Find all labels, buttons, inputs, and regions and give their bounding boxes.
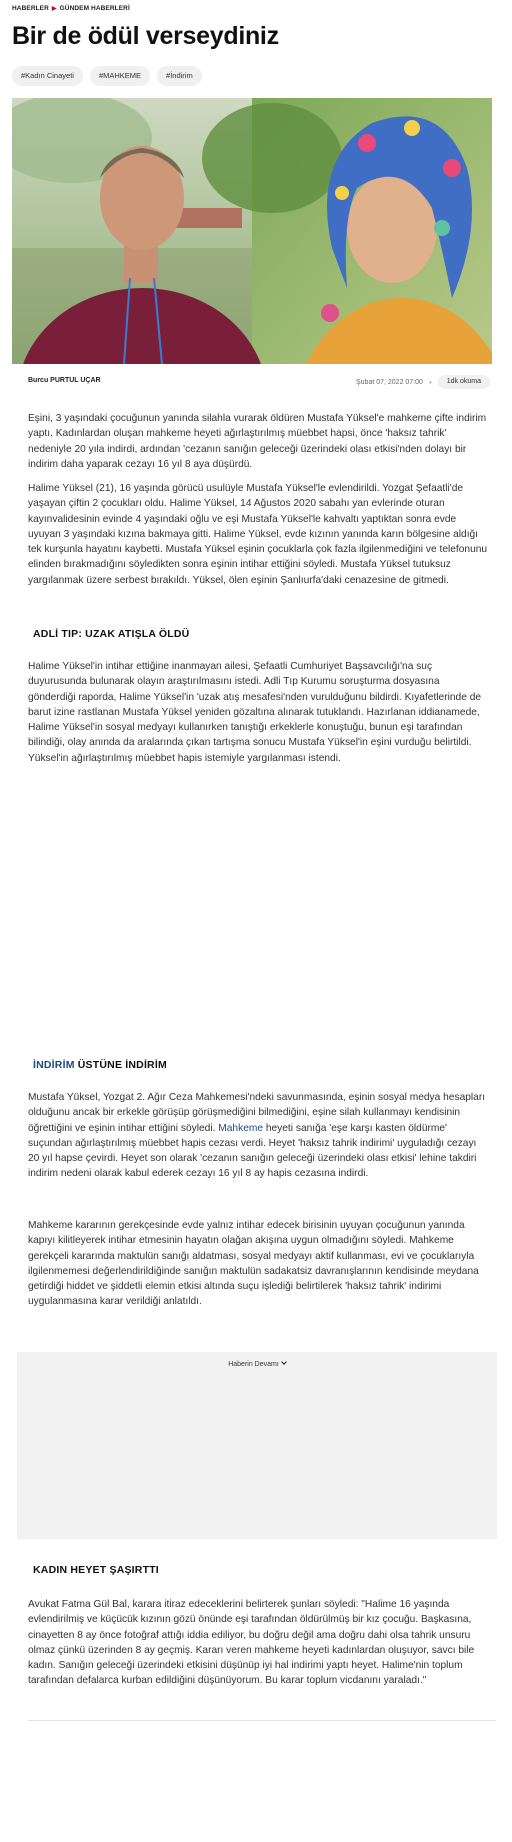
p4-part-a: Mustafa Yüksel, Yozgat 2. Ağır Ceza Mahkemesi'ndeki savunmasında, eşinin sosyal medya hesapları olduğunu ancak bir erkekle görüşüp görüşmediğini bilmediğini, eşine silah kullanmayı kendisinin öğrettiğini ve eşinin intihar ettiğini söyledi. bbox=[28, 1092, 486, 1134]
dot-separator: • bbox=[428, 377, 432, 387]
article-hero-image bbox=[12, 98, 492, 364]
tag-kadin-cinayeti[interactable]: #Kadın Cinayeti bbox=[12, 66, 83, 86]
breadcrumb-gundem[interactable]: GÜNDEM HABERLERİ bbox=[59, 5, 130, 12]
hero-photo bbox=[12, 98, 492, 364]
section-heading-indirim bbox=[33, 1059, 167, 1071]
p4-part-b: heyeti sanığa 'eşe karşı kasten öldürme' suçundan ağırlaştırılmış müebbet hapis cezası verdi. Heyet 'haksız tahrik indirimi' uyguladığı cezayı 20 yıl hapse çevirdi. Heyet son olarak 'cezanın sanığın geleceği üzerindeki olası etkisi' lehine takdiri indirim nedeni olarak kabul ederek cezayı 16 yıl 8 ay hapis cezasına indirdi. bbox=[28, 1122, 477, 1180]
author-name[interactable]: Burcu PURTUL UÇAR bbox=[28, 377, 101, 384]
tag-list bbox=[12, 66, 202, 86]
section-heading-kadin-heyet: KADIN HEYET ŞAŞIRTTI bbox=[33, 1564, 159, 1576]
paragraph-5: Mahkeme kararının gerekçesinde evde yalnız intihar edecek birisinin uyuyan çocuğunun yanında kapıyı kilitleyerek intihar etmesinin hayatın olağan akışına uygun olmadığını söyledi. Mahkeme gerekçeli kararında maktulün sanığı aldatması, sosyal medyayı aktif kullanması, evi ve çocuklarıyla ilgilenmemesi değerlendirildiğinde sanığın maktulün sadakatsiz davranışlarının kendisinde meydana getirdiği hiddet ve şiddetli elemin etkisi altında suçu işlediği belirtilerek 'haksız tahrik' indirimi uygulanmasına karar verildiği anlatıldı. bbox=[28, 1220, 479, 1308]
ad-container bbox=[17, 1352, 497, 1539]
breadcrumb bbox=[12, 5, 130, 12]
paragraph-6: Avukat Fatma Gül Bal, karara itiraz edeceklerini belirterek şunları söyledi: "Halime 16 yaşında evlendirilmiş ve küçücük kızının gözü önünde eşi tarafından öldürülmüş bir kız çocuğu. Başkasına, cinayetten 8 ay önce fotoğraf attığı iddia ediliyor, bu doğru değil ama doğru dahi olsa tahrik unsuru olmaz çünkü üzerinden 8 ay geçmiş. Kararı veren mahkeme heyeti kadınlardan oluşuyor, savcı bile kadın. Sanığın geleceği üzerindeki etkisini düşünüp iyi hal indirimi yaptı heyet. Halime'nin toplum tarafından defalarca kurban edildiğini düşünüyorum. Bu karar toplum vicdanını yaraladı." bbox=[28, 1599, 475, 1687]
publish-date: Şubat 07, 2022 07:00 bbox=[355, 378, 423, 386]
paragraph-1: Eşini, 3 yaşındaki çocuğunun yanında silahla vurarak öldüren Mustafa Yüksel'e mahkeme çifte indirim yaptı. Kadınlardan oluşan mahkeme heyeti ağırlaştırılmış müebbet hapsi, önce 'haksız tahrik' nedeniyle 20 yıla indirdi, ardından 'cezanın sanığın geleceği üzerindeki olası etkisi'nden dolayı bir indirim daha yaparak cezayı 16 yıl 8 aya düşürdü. bbox=[28, 413, 487, 470]
read-time-badge: 1dk okuma bbox=[438, 375, 490, 389]
read-more-button[interactable] bbox=[17, 1361, 497, 1368]
caret-right-icon: ▶ bbox=[51, 6, 57, 12]
indirim-link[interactable]: İNDİRİM bbox=[33, 1059, 75, 1071]
paragraph-2: Halime Yüksel (21), 16 yaşında görücü usulüyle Mustafa Yüksel'le evlendirildi. Yozgat Şefaatli'de yaşayan çiftin 2 çocukları oldu. Halime Yüksel, 14 Ağustos 2020 sabahı yan evlerinde oturan kayınvalidesinin evinde 4 yaşındaki oğlu ve eşi Mustafa Yüksel'le kahvaltı yaptıktan sonra evde uyuyan 3 yaşındaki kızına bakmaya gitti. Halime Yüksel, evde kızının yanında karın bölgesine aldığı tek kurşunla hayatını kaybetti. Mustafa Yüksel eşinin çocuklarla çok fazla ilgilenmediğini ve telefonunu elinden bırakmadığını söyledikten sonra eşinin intihar ettiğini söyledi. Mustafa Yüksel tutuksuz yargılanmak üzere serbest bırakıldı. Yüksel, ölen eşinin Şanlıurfa'daki cenazesine de gitmedi. bbox=[28, 483, 488, 586]
paragraph-4 bbox=[28, 1090, 488, 1182]
tag-indirim[interactable]: #İndirim bbox=[157, 66, 202, 86]
section-heading-adli-tip: ADLİ TIP: UZAK ATIŞLA ÖLDÜ bbox=[33, 628, 190, 640]
paragraph-3: Halime Yüksel'in intihar ettiğine inanmayan ailesi, Şefaatli Cumhuriyet Başsavcılığı'na suç duyurusunda bulunarak olayın araştırılmasını istedi. Adli Tıp Kurumu soruşturma dosyasına gönderdiği raporda, Halime Yüksel'in 'uzak atış mesafesi'nden vurulduğunu bildirdi. Kıyafetlerinde de barut izine rastlanan Mustafa Yüksel yeniden gözaltına alınarak tutuklandı. Hazırlanan iddianamede, Halime Yüksel'in sosyal medyayı kullanırken tanıştığı erkeklerle konuştuğu, bunun eşi tarafından bilindiği, olay anında da aralarında çıkan tartışma sonucu Mustafa Yüksel'in eşini vurduğu belirtildi. Yüksel'in ağırlaştırılmış müebbet hapis istemiyle yargılanması istendi. bbox=[28, 661, 482, 764]
read-more-label: Haberin Devamı bbox=[228, 1361, 279, 1368]
divider bbox=[28, 1720, 496, 1721]
chevron-down-icon bbox=[281, 1359, 287, 1365]
tag-mahkeme[interactable]: #MAHKEME bbox=[90, 66, 150, 86]
article-meta bbox=[28, 375, 490, 389]
page-title: Bir de ödül verseydiniz bbox=[12, 22, 279, 50]
heading-rest: ÜSTÜNE İNDİRİM bbox=[74, 1059, 167, 1071]
meta-right bbox=[356, 375, 490, 389]
mahkeme-link[interactable]: Mahkeme bbox=[218, 1122, 264, 1134]
breadcrumb-haberler[interactable]: HABERLER bbox=[12, 5, 49, 12]
